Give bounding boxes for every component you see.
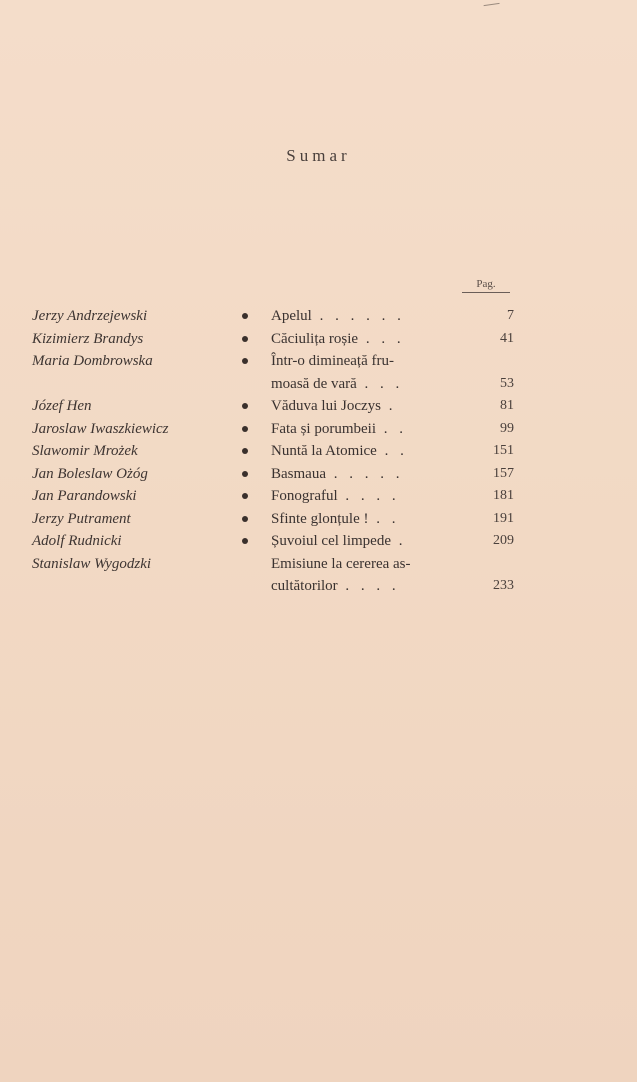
toc-page-number: 233 bbox=[493, 578, 514, 593]
toc-author: Józef Hen bbox=[32, 398, 92, 414]
bullet-icon bbox=[242, 516, 248, 522]
toc-row bbox=[30, 485, 520, 508]
toc-page-number: 99 bbox=[500, 420, 514, 436]
toc-work-title bbox=[271, 305, 405, 328]
toc-work-text: Fata și porumbeii bbox=[271, 420, 376, 437]
toc-row bbox=[30, 508, 520, 531]
toc-row bbox=[30, 350, 520, 373]
toc-leader-dots: . . . . bbox=[337, 578, 400, 594]
toc-leader-dots: . . . . . . bbox=[311, 308, 405, 324]
toc-row bbox=[30, 530, 520, 553]
toc-work-text: cultătorilor bbox=[271, 578, 338, 594]
bullet-icon bbox=[242, 471, 248, 477]
toc-work-title bbox=[271, 328, 405, 351]
toc-work-title bbox=[271, 553, 411, 576]
toc-page-number: 191 bbox=[493, 510, 514, 526]
toc-work-text: Apelul bbox=[271, 308, 312, 324]
toc-work-title bbox=[271, 485, 400, 508]
bullet-icon bbox=[242, 493, 248, 499]
toc-work-text: Căciulița roșie bbox=[271, 330, 359, 347]
toc-author: Stanislaw Wygodzki bbox=[32, 555, 152, 572]
pencil-mark bbox=[484, 3, 501, 12]
toc-page-number: 53 bbox=[500, 375, 514, 391]
bullet-icon bbox=[242, 538, 248, 544]
page-column-header: Pag. bbox=[462, 278, 510, 293]
toc-row bbox=[30, 440, 520, 463]
toc-work-text: Basmaua bbox=[271, 465, 326, 482]
table-of-contents bbox=[30, 305, 520, 598]
toc-row bbox=[30, 418, 520, 441]
toc-leader-dots: . bbox=[390, 533, 407, 549]
toc-author: Kizimierz Brandys bbox=[32, 330, 144, 347]
bullet-icon bbox=[242, 313, 248, 319]
toc-work-title bbox=[271, 463, 403, 486]
toc-author: Slawomir Mrożek bbox=[32, 443, 138, 459]
toc-author: Adolf Rudnicki bbox=[32, 533, 122, 549]
toc-leader-dots: . . . . . bbox=[325, 465, 404, 482]
toc-work-text: Într-o dimineață fru- bbox=[271, 353, 394, 369]
toc-work-text: Emisiune la cererea as- bbox=[271, 555, 411, 572]
toc-work-text: Sfinte glonțule ! bbox=[271, 510, 369, 527]
toc-leader-dots: . . . bbox=[358, 330, 405, 347]
toc-work-text: Fonograful bbox=[271, 488, 338, 504]
toc-page-number: 81 bbox=[500, 398, 514, 413]
toc-row bbox=[30, 575, 520, 598]
toc-work-text: moasă de vară bbox=[271, 375, 357, 392]
toc-row bbox=[30, 553, 520, 576]
page-title: Sumar bbox=[286, 146, 351, 165]
toc-row bbox=[30, 463, 520, 486]
toc-work-title bbox=[271, 350, 394, 373]
toc-page-number: 7 bbox=[507, 308, 514, 323]
toc-work-title bbox=[271, 440, 408, 463]
toc-page-number: 157 bbox=[493, 465, 514, 481]
bullet-icon bbox=[242, 426, 248, 432]
toc-author: Jan Parandowski bbox=[32, 488, 137, 504]
toc-row bbox=[30, 373, 520, 396]
toc-row bbox=[30, 328, 520, 351]
toc-leader-dots: . . . bbox=[356, 375, 404, 392]
bullet-icon bbox=[242, 403, 248, 409]
toc-author: Jerzy Putrament bbox=[32, 510, 131, 527]
toc-work-title bbox=[271, 575, 400, 598]
toc-leader-dots: . . bbox=[376, 420, 407, 437]
toc-work-title bbox=[271, 373, 403, 396]
toc-page-number: 181 bbox=[493, 488, 514, 503]
toc-work-title bbox=[271, 395, 396, 418]
toc-author: Jerzy Andrzejewski bbox=[32, 308, 148, 324]
toc-leader-dots: . . . . bbox=[337, 488, 400, 504]
toc-leader-dots: . . bbox=[376, 443, 408, 459]
toc-author: Maria Dombrowska bbox=[32, 353, 153, 369]
toc-work-title bbox=[271, 508, 400, 531]
toc-page-number: 41 bbox=[500, 330, 514, 346]
toc-work-text: Văduva lui Joczys bbox=[271, 398, 381, 414]
toc-author: Jaroslaw Iwaszkiewicz bbox=[32, 420, 169, 437]
toc-row bbox=[30, 395, 520, 418]
toc-page-number: 209 bbox=[493, 533, 514, 548]
bullet-icon bbox=[242, 336, 248, 342]
toc-work-text: Șuvoiul cel limpede bbox=[271, 533, 391, 549]
toc-leader-dots: . bbox=[380, 398, 397, 414]
toc-work-title bbox=[271, 530, 406, 553]
bullet-icon bbox=[242, 358, 248, 364]
toc-page-number: 151 bbox=[493, 443, 514, 458]
toc-work-text: Nuntă la Atomice bbox=[271, 443, 377, 459]
toc-work-title bbox=[271, 418, 407, 441]
toc-leader-dots: . . bbox=[368, 510, 400, 527]
toc-row bbox=[30, 305, 520, 328]
toc-author: Jan Boleslaw Ożóg bbox=[32, 465, 148, 482]
bullet-icon bbox=[242, 448, 248, 454]
